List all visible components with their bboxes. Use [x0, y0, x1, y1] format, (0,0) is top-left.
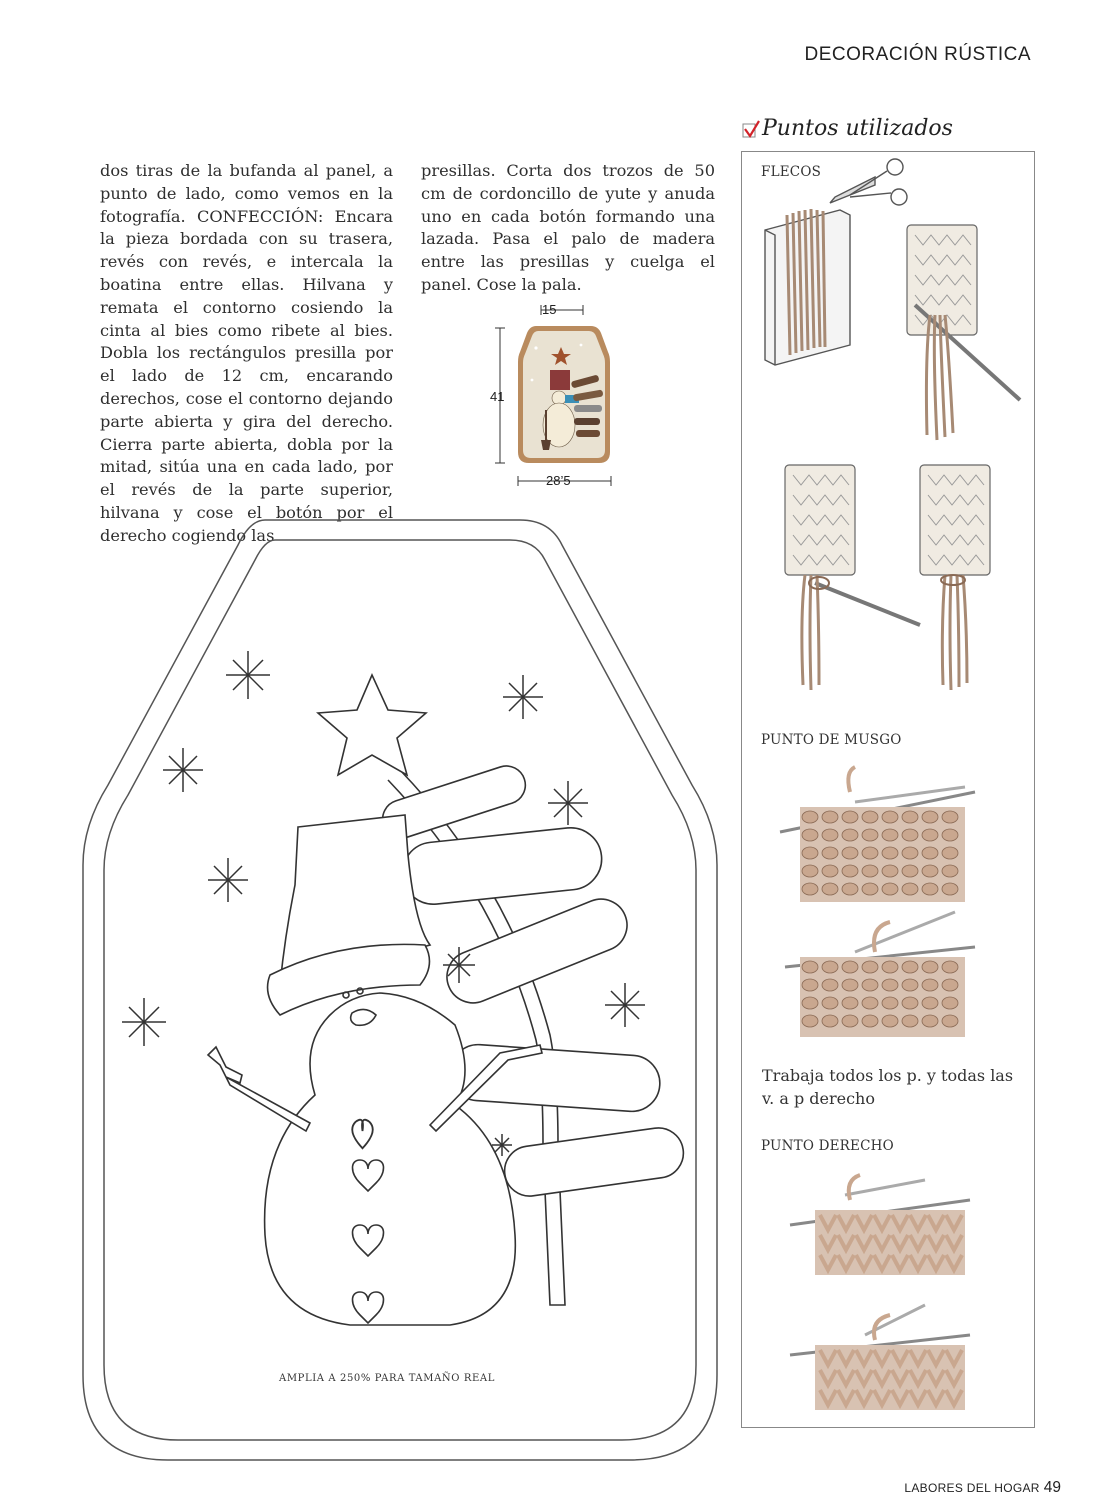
musgo-illustration: [775, 762, 985, 1052]
derecho-illustration: [785, 1170, 980, 1420]
page-footer: [904, 1479, 1061, 1497]
article-column-1: dos tiras de la bufanda al panel, a punto de lado, como vemos en la fotografía. CONFECCIÓN: Encara la pieza bordada con su trasera, revés con revés, e intercala la boatina entre ellas. Hilvana y remata el contorno cosiendo la cinta al bies como ribete al bies. Dobla los rectángulos presilla por el lado de 12 cm, encarando derechos, cose el contorno dejando parte abierta y gira del derecho. Cierra parte abierta, dobla por la mitad, sitúa una en cada lado, por el revés de la parte superior, hilvana y cose el botón por el derecho cogiendo las: [100, 161, 393, 545]
article-column-2: presillas. Corta dos trozos de 50 cm de cordoncillo de yute y anuda uno en cada botón formando una lazada. Pasa el palo de madera entre las presillas y cuelga el panel. Cose la pala.: [421, 161, 715, 294]
derecho-label: PUNTO DERECHO: [761, 1138, 894, 1154]
flecos-label: FLECOS: [761, 164, 822, 180]
magazine-name: LABORES DEL HOGAR: [904, 1481, 1040, 1495]
musgo-label: PUNTO DE MUSGO: [761, 732, 902, 748]
dimension-bottom: 28’5: [546, 473, 571, 488]
dimension-top: 15: [542, 302, 557, 317]
panel-thumbnail: [486, 300, 616, 492]
check-icon: [742, 120, 762, 140]
snowman-pattern: [80, 515, 730, 1470]
page-number: 49: [1043, 1479, 1061, 1496]
pattern-star: [318, 675, 426, 775]
dimension-side: 41: [490, 389, 505, 404]
sidebar-title: Puntos utilizados: [762, 116, 953, 141]
musgo-text: Trabaja todos los p. y todas las v. a p derecho: [762, 1066, 1014, 1108]
flecos-illustration: [755, 155, 1025, 695]
section-title: DECORACIÓN RÚSTICA: [804, 44, 1031, 65]
pattern-caption: AMPLIA A 250% PARA TAMAÑO REAL: [279, 1373, 495, 1384]
